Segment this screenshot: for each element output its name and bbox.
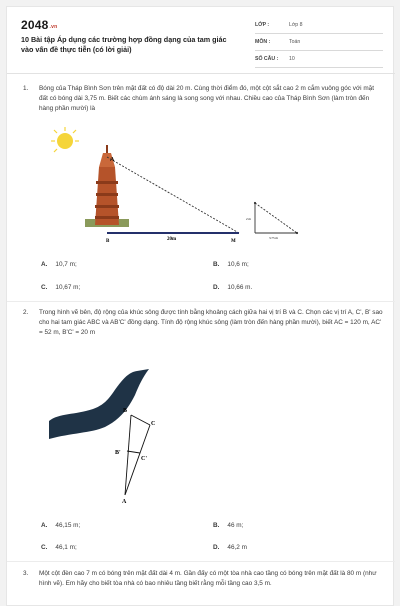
question-number: 1. <box>23 85 29 92</box>
question-divider <box>7 301 395 302</box>
option-1d[interactable]: D. 10,66 m. <box>213 284 253 291</box>
question-text: Bóng của Tháp Bình Sơn trên mặt đất có độ dài 20 m. Cùng thời điểm đó, một cột sắt cao 2 m cắm vuông góc với mặt đất có bóng dài 3,75 m. Biết các chùm ánh sáng là song song với nhau. Chiều cao của Tháp Bình Sơn (làm tròn đến hàng phần mười) là <box>39 85 374 112</box>
header <box>7 7 395 69</box>
label-base-length: 20m <box>167 237 177 242</box>
meta-value: Toán <box>289 39 301 45</box>
option-2a[interactable]: A. 46,15 m; <box>41 522 81 529</box>
question-number: 3. <box>23 570 29 577</box>
label-pole-height: 2 m <box>246 217 251 221</box>
meta-label: LỚP : <box>255 22 270 28</box>
question-divider <box>7 561 395 562</box>
triangle-lines <box>125 415 150 495</box>
meta-panel <box>255 19 383 70</box>
option-2c[interactable]: C. 46,1 m; <box>41 544 77 551</box>
label-c-prime: C' <box>141 456 147 462</box>
question-number: 2. <box>23 309 29 316</box>
sun-icon <box>51 127 79 152</box>
option-1a[interactable]: A. 10,7 m; <box>41 261 77 268</box>
label-m: M <box>231 239 236 244</box>
label-c: C <box>151 421 156 427</box>
option-2d[interactable]: D. 46,2 m <box>213 544 247 551</box>
meta-label: MÔN : <box>255 39 271 45</box>
label-b-prime: B' <box>115 450 121 456</box>
tower-shadow-figure <box>51 127 311 245</box>
label-b: B <box>123 408 128 414</box>
header-separator <box>7 73 395 74</box>
meta-row-class <box>255 19 383 34</box>
label-a: A <box>122 499 127 503</box>
option-2b[interactable]: B. 46 m; <box>213 522 244 529</box>
option-1c[interactable]: C. 10,67 m; <box>41 284 81 291</box>
site-logo[interactable]: 2048.vn <box>21 18 58 32</box>
label-a: A <box>110 157 115 163</box>
question-text: Một cột đèn cao 7 m có bóng trên mặt đất dài 4 m. Gần đấy có một tòa nhà cao tầng có bóng trên mặt đất là 80 m (như hình vẽ). Em hãy cho biết tòa nhà có bao nhiêu tầng biết rằng mỗi tầng cao 3,5 m. <box>39 570 377 587</box>
label-pole-shadow: 3.75 m <box>269 236 278 240</box>
meta-row-subject <box>255 36 383 51</box>
label-b: B <box>106 239 110 244</box>
meta-label: SỐ CÂU : <box>255 56 279 62</box>
worksheet-page <box>6 6 394 606</box>
river-figure <box>45 363 185 503</box>
meta-row-count <box>255 53 383 68</box>
meta-value: 10 <box>289 56 295 62</box>
question-text: Trong hình vẽ bên, độ rộng của khúc sông được tính bằng khoảng cách giữa hai vị trí B và C. Chọn các vị trí A, C', B' sao cho hai tam giác ABC và AB'C' đồng dạng. Tính độ rộng khúc sông (làm tròn đến hàng phần mười), biết AC = 120 m, AC' = 52 m, B'C' = 20 m <box>39 309 383 336</box>
river-shape <box>49 369 149 439</box>
page-title: 10 Bài tập Áp dụng các trường hợp đồng dạng của tam giác vào vấn đề thực tiễn (có lời giải) <box>21 35 227 54</box>
meta-value: Lớp 8 <box>289 22 303 28</box>
pole-figure <box>254 202 298 234</box>
option-1b[interactable]: B. 10,6 m; <box>213 261 249 268</box>
